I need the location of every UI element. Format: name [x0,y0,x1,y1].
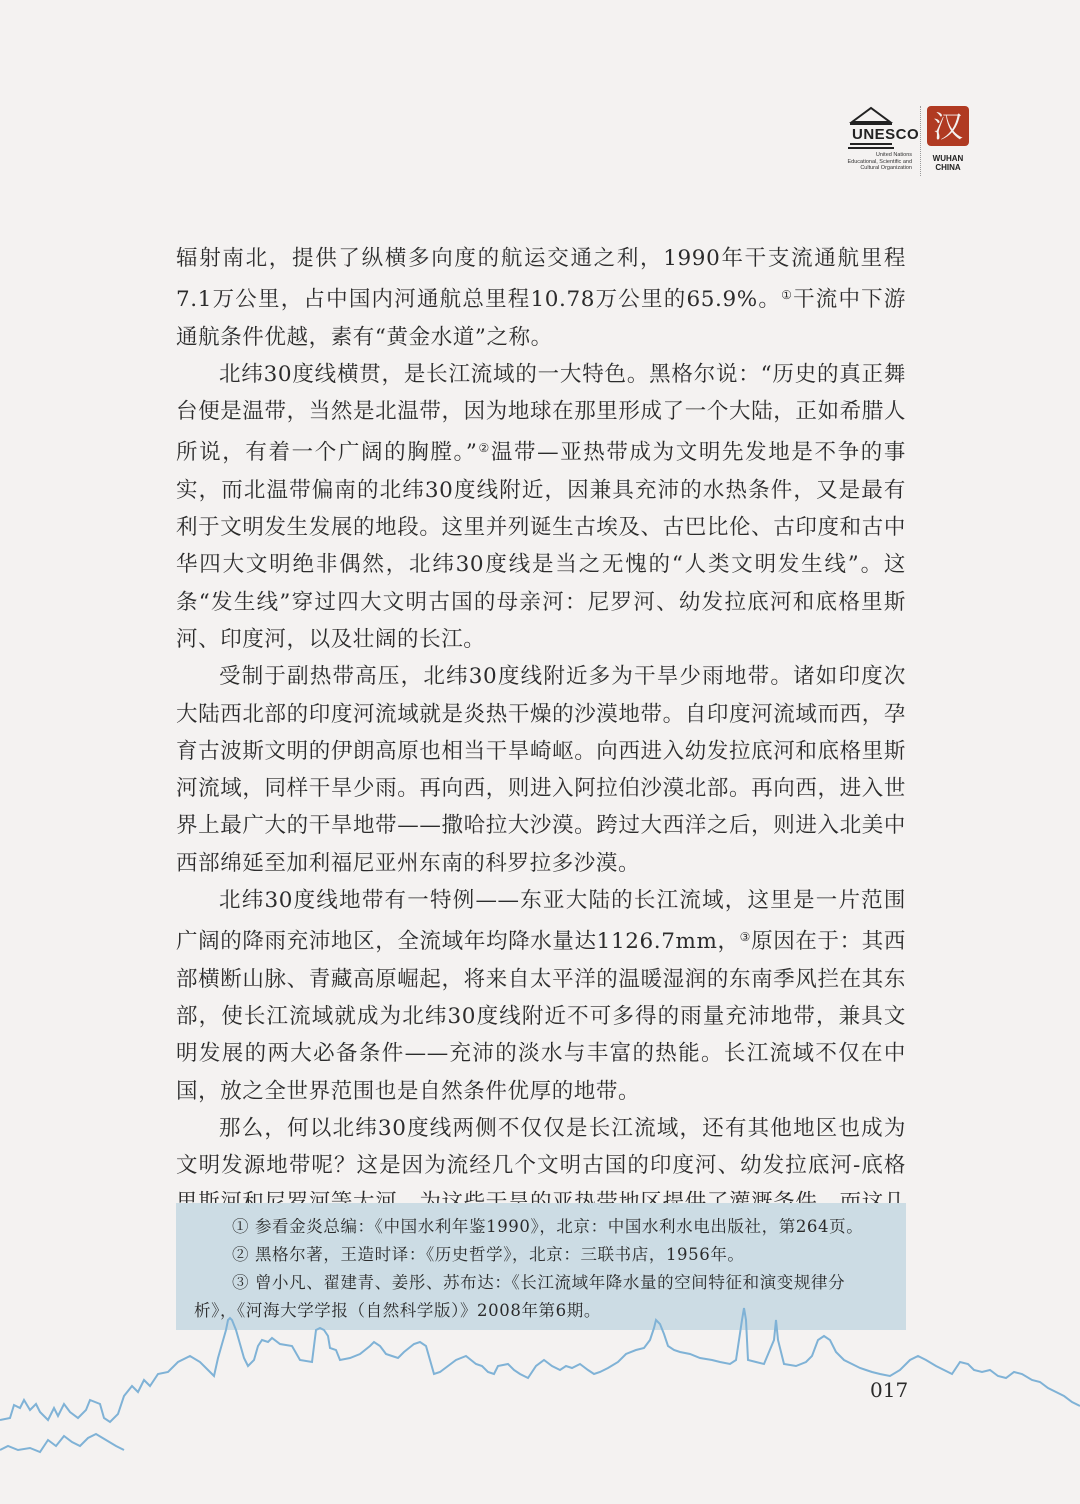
page-number: 017 [870,1378,909,1402]
body-paragraph [176,882,906,1110]
paragraph-text: 那么，何以北纬30度线两侧不仅仅是长江流域，还有其他地区也成为文明发源地带呢？这是因为流经几个文明古国的印度河、幼发拉底河-底格 [176,1115,906,1179]
header-logos [830,100,990,180]
footnote-ref[interactable]: ② [477,441,491,456]
paragraph-text: 辐射南北，提供了纵横多向度的航运交通之利，1990年干支流通航里程7.1万公里，占中国内河通航总里程10.78万公里的65.9%。 [176,246,906,313]
footnote-ref[interactable]: ① [781,288,794,303]
logo-divider [920,106,921,176]
unesco-title: UNESCO [852,126,920,143]
footnote-1: ① 参看金炎总编：《中国水利年鉴1990》，北京：中国水利水电出版社，第264页。 [232,1217,864,1236]
svg-text:汉: 汉 [933,110,963,145]
paragraph-text: 受制于副热带高压，北纬30度线附近多为干旱少雨地带。诸如印度次大陆西北部的印度河流域就是炎热干燥的沙漠地带。自印度河流域而西，孕育古波斯文明的伊朗高原也相当干旱崎岖。向西进入幼发拉底河和底格里斯河流域，同样干旱少雨。再向西，则进入阿拉伯沙漠北部。再向西，进入世界上最广大的干旱地带——撒哈拉大沙漠。跨过大西洋之后，则进入北美中西部绵延至加利福尼亚州东南的科罗拉多沙漠。 [176,664,906,876]
paragraph-text: 干流中下游通航条件优越，素有“黄金水道”之称。 [176,287,906,350]
paragraph-text: 北纬30度线横贯，是长江流域的一大特色。黑格尔说：“历史的真正舞台便是温带，当然是北温带，因为地球在那里形成了一个大陆，正如希腊人所说，有着一个广阔的胸膛。” [176,361,906,466]
paragraph-text: 温带—亚热带成为文明先发地是不争的事实，而北温带偏南的北纬30度线附近，因兼具充沛的水热条件，又是最有利于文明发生发展的地段。这里并列诞生古埃及、古巴比伦、古印度和古中华四大文明绝非偶然，北纬30度线是当之无愧的“人类文明发生线”。这条“发生线”穿过四大文明古国的母亲河：尼罗河、幼发拉底河和底格里斯河、印度河，以及壮阔的长江。 [176,440,906,652]
footnote-2: ② 黑格尔著，王造时译：《历史哲学》，北京：三联书店，1956年。 [232,1245,745,1264]
wuhan-seal-icon [925,104,971,148]
footnote-3: ③ 曾小凡、翟建青、姜彤、苏布达：《长江流域年降水量的空间特征和演变规律分析》，《河海大学学报（自然科学版）》2008年第6期。 [194,1273,846,1320]
paragraph-text: 北纬30度线地带有一特例——东亚大陆的长江流域，这里是一片范围广阔的降雨充沛地区，全流域年均降水量达1126.7mm， [176,888,906,955]
body-paragraph [176,356,906,658]
body-paragraph [176,658,906,882]
city-name: WUHAN CHINA [932,154,964,172]
city-skyline-decoration [0,1300,1080,1504]
paragraph-text: 原因在于：其西部横断山脉、青藏高原崛起，将来自太平洋的温暖湿润的东南季风拦在其东部，使长江流域就成为北纬30度线附近不可多得的雨量充沛地带，兼具文明发展的两大必备条件——充沛的淡水与丰富的热能。长江流域不仅在中国，放之全世界范围也是自然条件优厚的地带。 [176,929,907,1104]
body-text [176,240,906,1259]
body-paragraph [176,240,906,356]
unesco-subtitle: United Nations Educational, Scientific and Cultural Organization [847,152,912,171]
footnote-ref[interactable]: ③ [739,930,752,945]
